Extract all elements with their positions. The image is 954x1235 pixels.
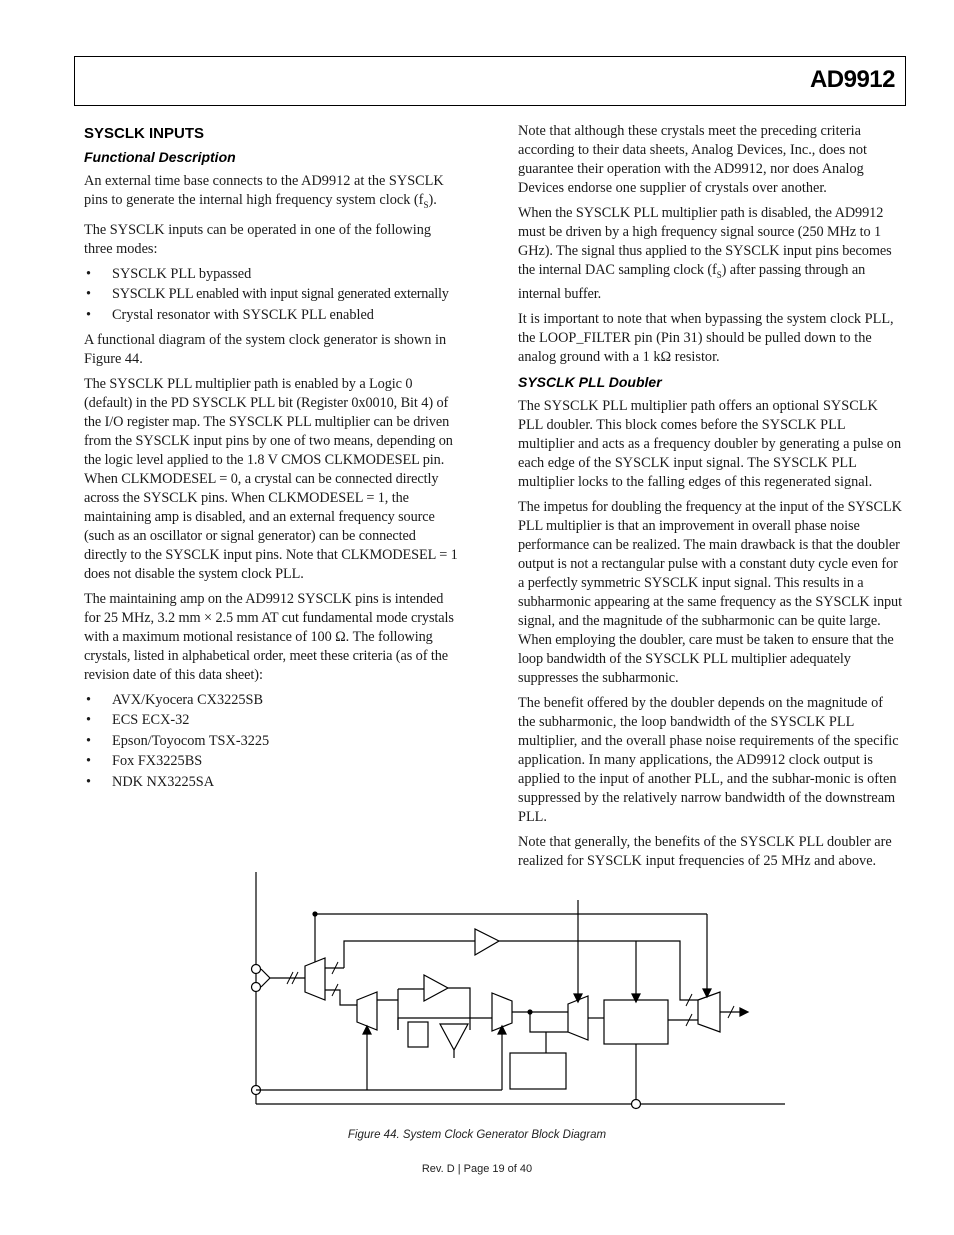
page-footer: Rev. D | Page 19 of 40 [421, 1163, 533, 1175]
figure-caption: Figure 44. System Clock Generator Block Diagram [347, 1129, 607, 1141]
block-diagram [240, 870, 800, 1120]
output-arrow [740, 1008, 748, 1016]
doubler-box [408, 1022, 428, 1047]
left-column [84, 122, 460, 798]
part-number: AD9912 [809, 66, 895, 93]
paragraph-time-base: An external time base connects to the AD9912 at the SYSCLK pins to generate the internal high frequency system clock $(f_S)$. [84, 173, 444, 210]
pll-multiplier-box [604, 1000, 668, 1044]
arrow-up [498, 1026, 506, 1034]
paragraph-doubler-impetus: The impetus for doubling the frequency at the input of the SYSCLK PLL multiplier is that an improvement in overall phase noise performance can be realized. The main drawback is that the doubler output is not a rectangular pulse with a constant duty cycle even for a perfectly symmetric SYSCLK input signal. This results in a subharmonic appearing at the same frequency as the SYSCLK input signal, and the magnitude of the subharmonic can be quite large. When employing the doubler, care must be taken to ensure that the loop bandwidth of the SYSCLK PLL multiplier adequately suppresses the subharmonic. [518, 498, 902, 686]
bypass-out-line [499, 941, 698, 1000]
sysclk-pin-neg [252, 983, 261, 992]
input-line-neg [261, 978, 270, 987]
doubler-buffer [440, 1024, 468, 1050]
input-mux [305, 958, 325, 1000]
paragraph-doubler-note: Note that generally, the benefits of the SYSCLK PLL doubler are realized for SYSCLK input frequencies of 25 MHz and above. [518, 833, 892, 869]
list-item: • SYSCLK PLL bypassed [84, 265, 460, 284]
paragraph-loop-filter: It is important to note that when bypassing the system clock PLL, the LOOP_FILTER pin (Pin 31) should be pulled down to the analog ground with a 1 kΩ resistor. [518, 310, 894, 365]
pll-feedback [530, 1012, 568, 1032]
bypass-line [344, 941, 475, 968]
list-item: • Epson/Toyocom TSX-3225 [84, 732, 460, 751]
subsection-title-doubler: SYSCLK PLL Doubler [518, 373, 662, 390]
list-item: • NDK NX3225SA [84, 773, 460, 792]
doubler-input-mux [357, 992, 377, 1030]
input-line-pos [261, 969, 283, 978]
paragraph-maintaining-amp: The maintaining amp on the AD9912 SYSCLK pins is intended for 25 MHz, 3.2 mm × 2.5 mm AT cut fundamental mode crystals with a maximum motional resistance of 100 Ω. The following crystals, listed in alphabetical order, meet these criteria (as of the revision date of this data sheet): [84, 590, 454, 683]
feedback-divider-box [510, 1053, 566, 1089]
maintaining-amp [424, 975, 448, 1001]
list-item: • SYSCLK PLL enabled with input signal generated externally [84, 285, 460, 304]
paragraph-pll-disabled: When the SYSCLK PLL multiplier path is disabled, the AD9912 must be driven by a high frequency signal source (250 MHz to 1 GHz). The signal thus applied to the SYSCLK input pins becomes the internal DAC sampling clock $(f_S)$ after passing through an internal buffer. [518, 205, 892, 302]
list-item: • Fox FX3225BS [84, 752, 460, 771]
paragraph-modes-intro: The SYSCLK inputs can be operated in one of the following three modes: [84, 221, 432, 257]
list-item: • Crystal resonator with SYSCLK PLL enabled [84, 306, 460, 325]
page-header [74, 56, 906, 106]
pll-path-line [325, 990, 357, 1005]
paragraph-crystal-note: Note that although these crystals meet the preceding criteria according to their data sheets, Analog Devices, Inc., does not guarantee their operation with the AD9912, nor does Analog Devices endorse one supplier of crystals over another. [518, 123, 867, 196]
paragraph-figure-ref: A functional diagram of the system clock generator is shown in Figure 44. [84, 331, 447, 367]
loop-filter-pin [632, 1100, 641, 1109]
output-mux [698, 992, 720, 1032]
crystals-list [84, 691, 460, 792]
paragraph-doubler-intro: The SYSCLK PLL multiplier path offers an optional SYSCLK PLL doubler. This block comes before the SYSCLK PLL multiplier and acts as a frequency doubler by generating a pulse on each edge of the SYSCLK input signal. The SYSCLK PLL multiplier locks to the falling edges of this regenerated signal. [518, 397, 902, 490]
modes-list [84, 265, 460, 325]
right-column [518, 122, 902, 877]
bypass-buffer [475, 929, 499, 955]
arrow-down [632, 994, 640, 1002]
sysclk-pin-pos [252, 965, 261, 974]
list-item: • AVX/Kyocera CX3225SB [84, 691, 460, 710]
subsection-title-functional-description: Functional Description [84, 149, 236, 165]
paragraph-pll-path: The SYSCLK PLL multiplier path is enabled by a Logic 0 (default) in the PD SYSCLK PLL bit (Register 0x0010, Bit 4) of the I/O register map. The SYSCLK PLL multiplier can be driven from the SYSCLK input pins by one of two means, depending on the logic level applied to the 1.8 V CMOS CLKMODESEL pin. When CLKMODESEL = 0, a crystal can be connected directly across the SYSCLK pins. When CLKMODESEL = 1, the maintaining amp is disabled, and an external frequency source (such as an oscillator or signal generator) can be connected directly to the SYSCLK input pins. Note that CLKMODESEL = 1 does not disable the system clock PLL. [84, 375, 458, 582]
paragraph-doubler-benefit: The benefit offered by the doubler depends on the magnitude of the subharmonic, the loop bandwidth of the SYSCLK PLL multiplier, and the overall phase noise requirements of the specific application. In many applications, the AD9912 clock output is applied to the input of another PLL, and the subhar-monic is often suppressed by the relatively narrow bandwidth of the downstream PLL. [518, 694, 899, 825]
section-title: SYSCLK INPUTS [84, 125, 205, 142]
list-item: • ECS ECX-32 [84, 711, 460, 730]
